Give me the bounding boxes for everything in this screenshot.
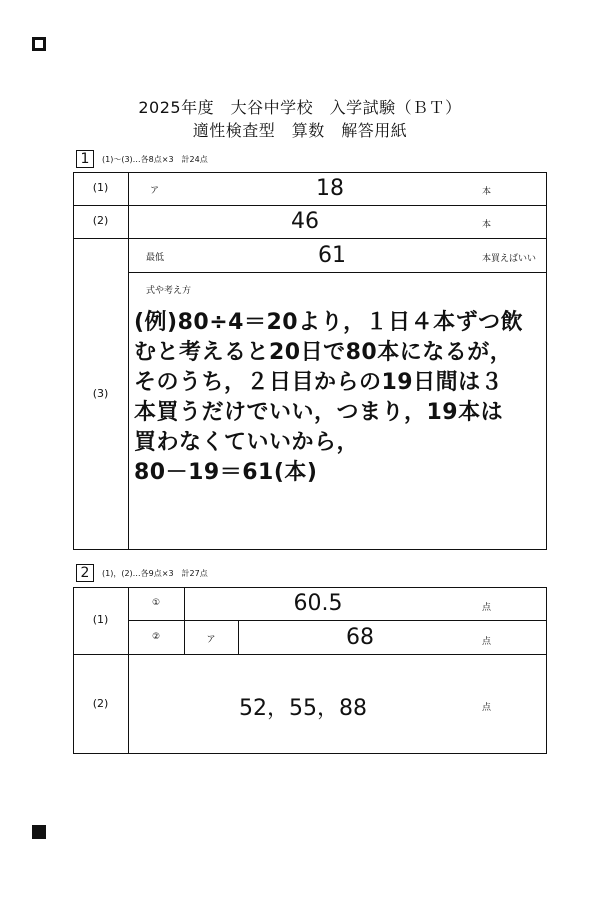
section-2-sub-divider	[238, 620, 239, 654]
work-line: 本買うだけでいい，つまり，19本は	[134, 400, 504, 425]
question-label: (2)	[92, 214, 109, 227]
section-2-row-divider	[128, 620, 547, 621]
part-mark: ①	[151, 598, 161, 608]
exam-subtitle: 適性検査型 算数 解答用紙	[192, 121, 408, 140]
answer-value: 60.5	[293, 591, 343, 616]
exam-title: 2025年度 大谷中学校 入学試験（ＢＴ）	[138, 98, 462, 117]
answer-value: 18	[316, 176, 344, 201]
answer-sub-label: ア	[150, 186, 160, 196]
registration-mark-top-left	[32, 37, 46, 51]
answer-unit: 点	[482, 603, 492, 613]
answer-value: 52，55，88	[239, 696, 367, 721]
section-2-row-divider	[73, 654, 547, 655]
section-1-number: 1	[76, 150, 94, 168]
section-2-number: 2	[76, 564, 94, 582]
work-label: 式や考え方	[146, 286, 192, 296]
section-1-label-divider	[128, 172, 129, 550]
section-1-score-note: (1)～(3)…各8点×3 計24点	[102, 155, 208, 164]
section-1-row-divider	[73, 238, 547, 239]
work-line: 80－19＝61(本)	[134, 460, 318, 485]
question-label: (2)	[92, 697, 109, 710]
registration-mark-bottom-left	[32, 825, 46, 839]
answer-sub-label: 最低	[146, 253, 165, 263]
question-label: (1)	[92, 181, 109, 194]
question-label: (1)	[92, 613, 109, 626]
section-1-row-divider	[128, 272, 547, 273]
section-1-row-divider	[73, 205, 547, 206]
work-line: むと考えると20日で80本になるが，	[134, 340, 513, 365]
work-line: そのうち，２日目からの19日間は３	[134, 370, 504, 395]
answer-sub-label: ア	[206, 635, 216, 645]
answer-value: 68	[346, 625, 374, 650]
answer-unit: 本買えばいい	[482, 254, 537, 264]
answer-value: 61	[318, 243, 346, 268]
work-line: 買わなくていいから，	[134, 430, 360, 455]
section-2-score-note: (1)，(2)…各9点×3 計27点	[102, 569, 208, 578]
work-answer	[134, 308, 544, 488]
answer-unit: 点	[482, 637, 492, 647]
section-2-label-divider	[128, 587, 129, 754]
answer-value: 46	[291, 209, 319, 234]
question-label: (3)	[92, 387, 109, 400]
answer-unit: 本	[482, 187, 492, 197]
work-line: (例)80÷4＝20より，１日４本ずつ飲	[134, 310, 524, 335]
part-mark: ②	[151, 632, 161, 642]
answer-unit: 点	[482, 703, 492, 713]
answer-unit: 本	[482, 220, 492, 230]
